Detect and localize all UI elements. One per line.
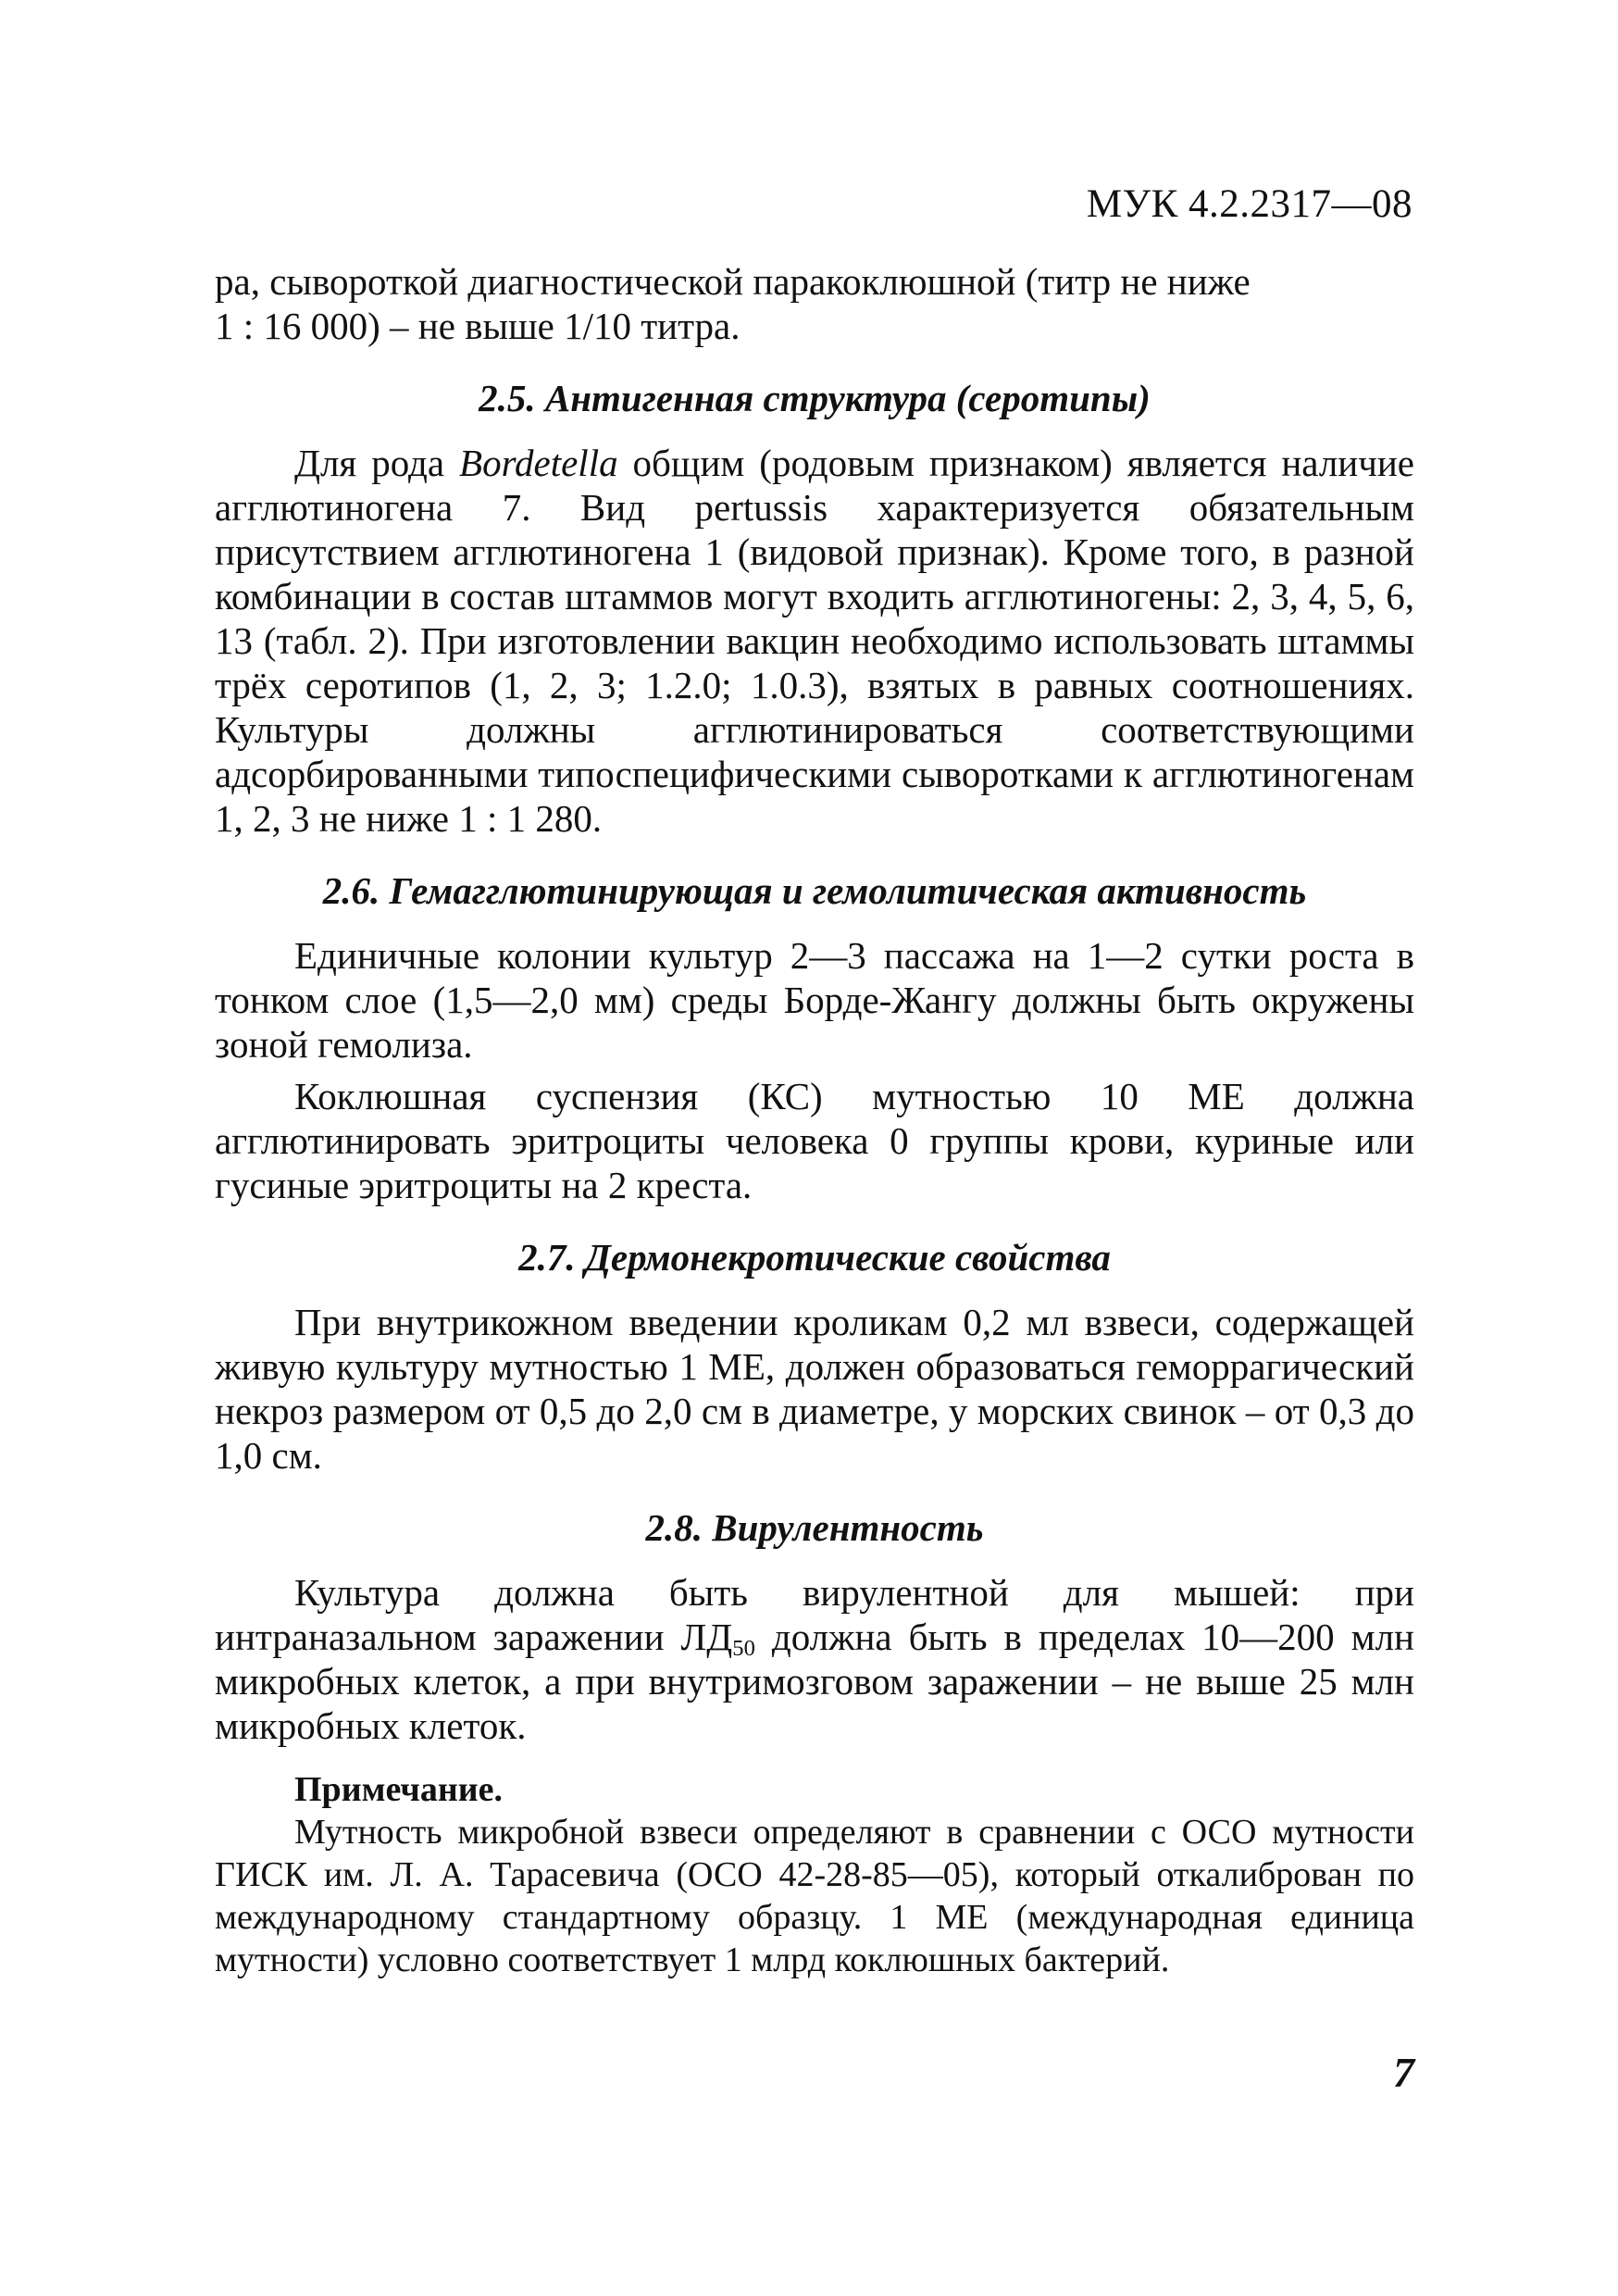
section-2-5-paragraph <box>215 441 1414 841</box>
section-2-7-paragraph: При внутрикожном введении кроликам 0,2 мл взвеси, содержащей живую культуру мутностью 1 МЕ, должен образоваться геморрагический некроз размером от 0,5 до 2,0 см в диаметре, у морских свинок – от 0,3 до 1,0 см. <box>215 1301 1414 1477</box>
species-name: pertussis <box>694 486 828 529</box>
intro-line-2: 1 : 16 000) – не выше 1/10 титра. <box>215 305 741 347</box>
document-body <box>215 259 1414 1981</box>
section-2-5-text-b: общим (родовым признаком) является наличие агглютиногена 7. Вид <box>215 442 1414 529</box>
section-2-5-text-a: Для рода <box>294 442 460 484</box>
page-number: 7 <box>1393 2049 1414 2096</box>
genus-name: Bordetella <box>459 442 618 484</box>
section-2-8-text-a: Культура должна быть вирулентной для мышей: при интраназальном заражении ЛД <box>215 1571 1414 1658</box>
section-2-8-title: 2.8. Вирулентность <box>645 1506 984 1549</box>
note-text: Мутность микробной взвеси определяют в сравнении с ОСО мутности ГИСК им. Л. А. Тарасевича (ОСО 42-28-85—05), который откалиброван по международному стандартному образцу. 1 МЕ (международная единица мутности) условно соответствует 1 млрд коклюшных бактерий. <box>215 1813 1414 1979</box>
document-code: МУК 4.2.2317—08 <box>1086 182 1413 226</box>
section-2-5-text-c: характеризуется обязательным присутствием агглютиногена 1 (видовой признак). Кроме того, в разной комбинации в состав штаммов могут входить агглютиногены: 2, 3, 4, 5, 6, 13 (табл. 2). При изготовлении вакцин необходимо использовать штаммы трёх серотипов (1, 2, 3; 1.2.0; 1.0.3), взятых в равных соотношениях. Культуры должны агглютинироваться соответствующими адсорбированными типоспецифическими сыворотками к агглютиногенам 1, 2, 3 не ниже 1 : 1 280. <box>215 486 1414 840</box>
section-2-5-title: 2.5. Антигенная структура (серотипы) <box>479 377 1151 419</box>
section-2-6-paragraph-2: Коклюшная суспензия (КС) мутностью 10 МЕ должна агглютинировать эритроциты человека 0 группы крови, куриные или гусиные эритроциты на 2 креста. <box>215 1075 1414 1206</box>
section-2-6-title: 2.6. Гемагглютинирующая и гемолитическая активность <box>322 869 1307 912</box>
ld-subscript: 50 <box>732 1636 755 1661</box>
note-title: Примечание. <box>294 1770 503 1809</box>
intro-line-1: ра, сывороткой диагностической паракоклюшной (титр не ниже <box>215 260 1251 303</box>
section-2-6-paragraph-1: Единичные колонии культур 2—3 пассажа на 1—2 сутки роста в тонком слое (1,5—2,0 мм) среды Борде-Жангу должны быть окружены зоной гемолиза. <box>215 934 1414 1066</box>
section-2-8-paragraph <box>215 1570 1414 1748</box>
intro-paragraph <box>215 259 1414 348</box>
section-2-7-title: 2.7. Дермонекротические свойства <box>518 1236 1111 1279</box>
section-2-8-text-b: должна быть в пределах 10—200 млн микробных клеток, а при внутримозговом заражении – не выше 25 млн микробных клеток. <box>215 1616 1414 1747</box>
